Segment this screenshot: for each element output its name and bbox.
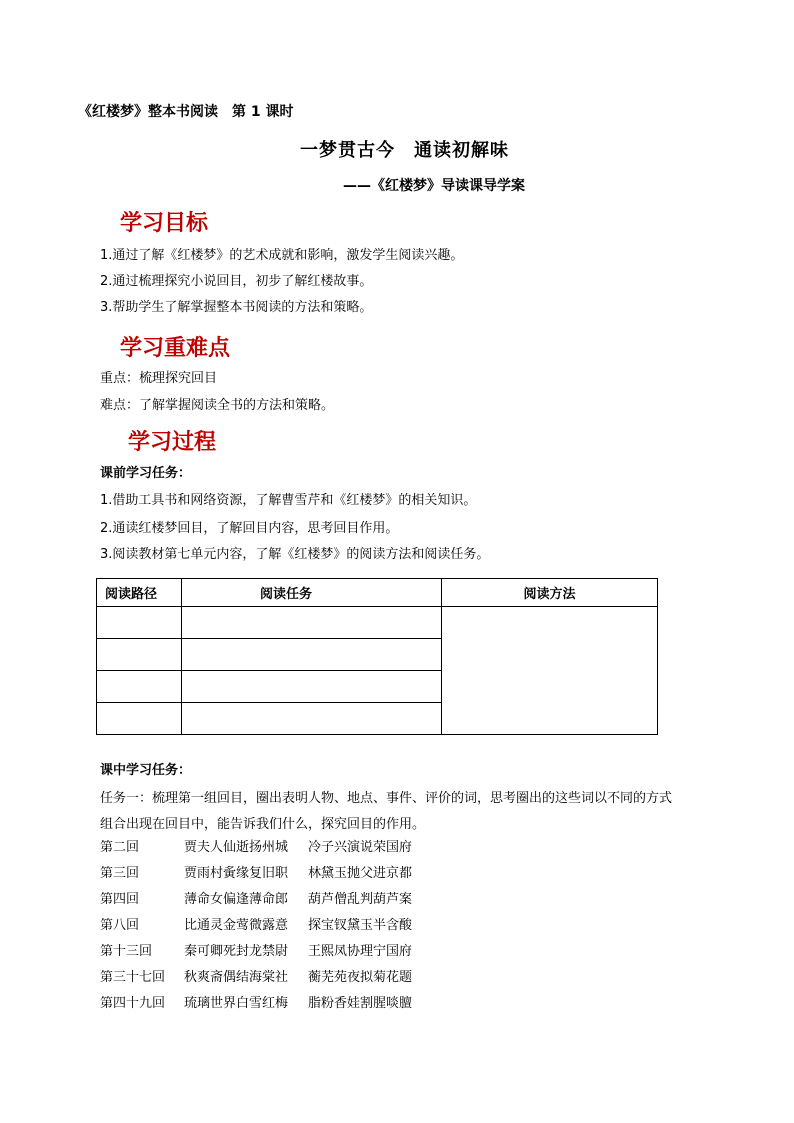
chapter-title-second: 蘅芜苑夜拟菊花题	[308, 970, 413, 985]
objective-item-1: 1.通过了解《红楼梦》的艺术成就和影响，激发学生阅读兴趣。	[100, 248, 464, 263]
chapter-title-first: 秋爽斋偶结海棠社	[184, 970, 289, 985]
table-row	[97, 607, 658, 639]
pre-class-item-3: 3.阅读教材第七单元内容，了解《红楼梦》的阅读方法和阅读任务。	[100, 547, 490, 562]
header-reading-path: 阅读路径	[97, 579, 182, 607]
chapter-title-first: 比通灵金莺微露意	[184, 918, 289, 933]
chapter-row	[100, 862, 412, 888]
chapter-number: 第三回	[100, 866, 140, 881]
lesson-title: 《红楼梦》整本书阅读 第 1 课时	[78, 104, 294, 120]
chapter-row	[100, 966, 412, 992]
chapter-number: 第八回	[100, 918, 140, 933]
task-cell[interactable]	[182, 703, 442, 735]
chapter-row	[100, 836, 412, 862]
chapter-title-first: 琉璃世界白雪红梅	[184, 996, 289, 1011]
task-cell[interactable]	[182, 607, 442, 639]
chapter-row	[100, 992, 412, 1018]
pre-class-label: 课前学习任务：	[100, 466, 192, 481]
chapter-number: 第二回	[100, 840, 140, 855]
in-class-label: 课中学习任务：	[100, 763, 192, 778]
path-cell[interactable]	[97, 607, 182, 639]
key-point: 重点：梳理探究回目	[100, 371, 218, 386]
chapter-title-second: 探宝钗黛玉半含酸	[308, 918, 413, 933]
header-reading-task: 阅读任务	[182, 579, 442, 607]
objective-item-2: 2.通过梳理探究小说回目，初步了解红楼故事。	[100, 274, 373, 289]
path-cell[interactable]	[97, 703, 182, 735]
header-reading-method: 阅读方法	[442, 579, 658, 607]
path-cell[interactable]	[97, 639, 182, 671]
chapter-row	[100, 914, 412, 940]
chapter-title-second: 林黛玉抛父进京都	[308, 866, 413, 881]
path-cell[interactable]	[97, 671, 182, 703]
subtitle: ——《红楼梦》导读课导学案	[343, 178, 525, 194]
chapter-number: 第十三回	[100, 944, 153, 959]
task-cell[interactable]	[182, 671, 442, 703]
method-cell[interactable]	[442, 607, 658, 735]
objectives-heading: 学习目标	[120, 210, 209, 236]
key-points-heading: 学习重难点	[120, 335, 231, 361]
chapter-title-second: 脂粉香娃割腥啖膻	[308, 996, 413, 1011]
main-title: 一梦贯古今 通读初解味	[300, 140, 509, 161]
pre-class-item-2: 2.通读红楼梦回目，了解回目内容，思考回目作用。	[100, 521, 399, 536]
chapter-number: 第三十七回	[100, 970, 166, 985]
pre-class-item-1: 1.借助工具书和网络资源，了解曹雪芹和《红楼梦》的相关知识。	[100, 493, 477, 508]
chapter-title-second: 王熙凤协理宁国府	[308, 944, 413, 959]
chapter-number: 第四十九回	[100, 996, 166, 1011]
chapter-list	[100, 836, 412, 1018]
difficult-point: 难点：了解掌握阅读全书的方法和策略。	[100, 398, 335, 413]
chapter-title-first: 薄命女偏逢薄命郎	[184, 892, 289, 907]
chapter-row	[100, 940, 412, 966]
chapter-title-first: 秦可卿死封龙禁尉	[184, 944, 289, 959]
process-heading: 学习过程	[128, 429, 217, 455]
table-header-row	[97, 579, 658, 607]
reading-table	[96, 578, 658, 735]
task-cell[interactable]	[182, 639, 442, 671]
chapter-number: 第四回	[100, 892, 140, 907]
task-one-line-2: 组合出现在回目中，能告诉我们什么，探究回目的作用。	[100, 817, 426, 832]
chapter-row	[100, 888, 412, 914]
objective-item-3: 3.帮助学生了解掌握整本书阅读的方法和策略。	[100, 300, 373, 315]
task-one-line-1: 任务一：梳理第一组回目，圈出表明人物、地点、事件、评价的词，思考圈出的这些词以不同的方式	[100, 791, 673, 806]
chapter-title-first: 贾雨村夤缘复旧职	[184, 866, 289, 881]
chapter-title-second: 葫芦僧乱判葫芦案	[308, 892, 413, 907]
chapter-title-second: 冷子兴演说荣国府	[308, 840, 413, 855]
chapter-title-first: 贾夫人仙逝扬州城	[184, 840, 289, 855]
